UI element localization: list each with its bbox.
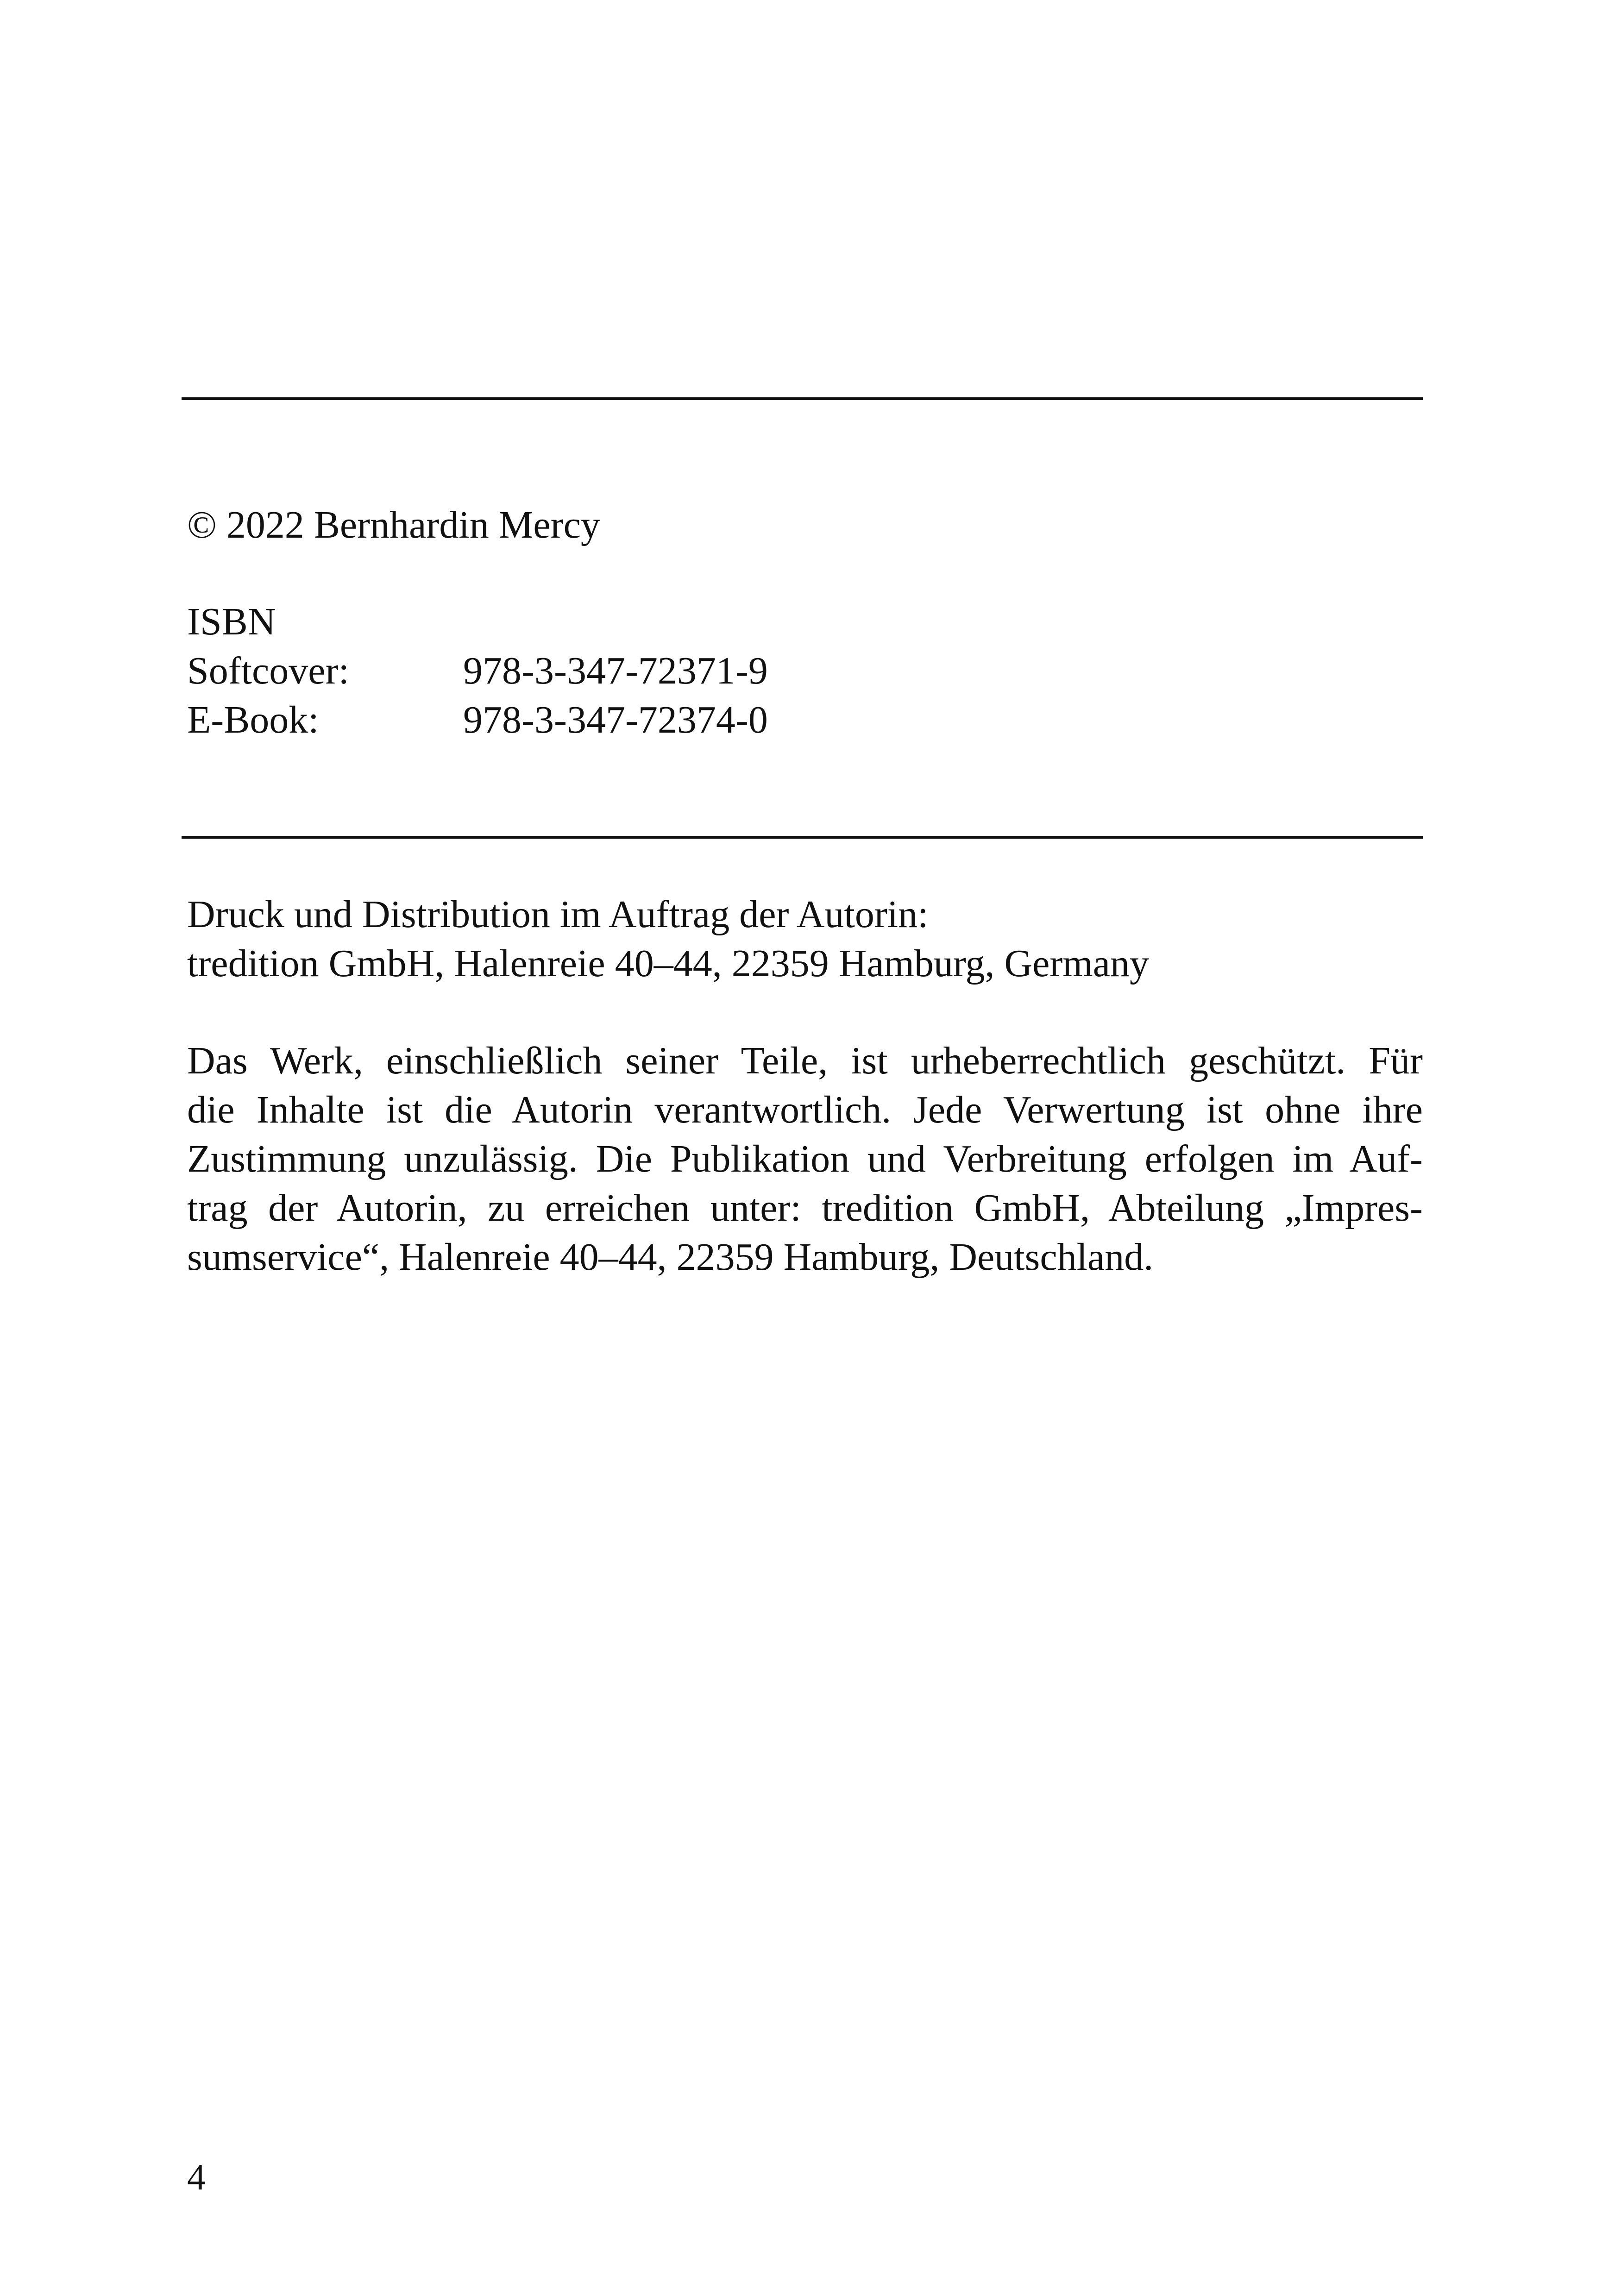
- printer-line: Druck und Distribution im Auftrag der Autorin:: [187, 893, 929, 936]
- legal-line: sumservice“, Halenreie 40–44, 22359 Hamburg, Deutschland.: [187, 1236, 1154, 1279]
- top-divider: [182, 397, 1423, 400]
- isbn-heading: ISBN: [187, 600, 276, 643]
- isbn-value: 978-3-347-72374-0: [463, 698, 768, 741]
- isbn-row-softcover: [187, 646, 768, 696]
- middle-divider: [182, 836, 1423, 839]
- legal-notice: [187, 1036, 1423, 1282]
- isbn-label: Softcover:: [187, 649, 349, 692]
- page-number: 4: [187, 2157, 206, 2198]
- printer-info: [187, 890, 1149, 988]
- isbn-block: [187, 597, 768, 745]
- printer-address: tredition GmbH, Halenreie 40–44, 22359 Hamburg, Germany: [187, 942, 1149, 985]
- legal-line: Zustimmung unzulässig. Die Publikation und Verbreitung erfolgen im Auf-: [187, 1137, 1423, 1180]
- isbn-row-ebook: [187, 696, 768, 745]
- legal-line: trag der Autorin, zu erreichen unter: tredition GmbH, Abteilung „Impres-: [187, 1186, 1423, 1230]
- legal-line: Das Werk, einschließlich seiner Teile, ist urheberrechtlich geschützt. Für: [187, 1039, 1423, 1082]
- copyright-notice: © 2022 Bernhardin Mercy: [187, 503, 600, 546]
- isbn-value: 978-3-347-72371-9: [463, 649, 768, 692]
- legal-line: die Inhalte ist die Autorin verantwortlich. Jede Verwertung ist ohne ihre: [187, 1088, 1423, 1131]
- isbn-label: E-Book:: [187, 698, 319, 741]
